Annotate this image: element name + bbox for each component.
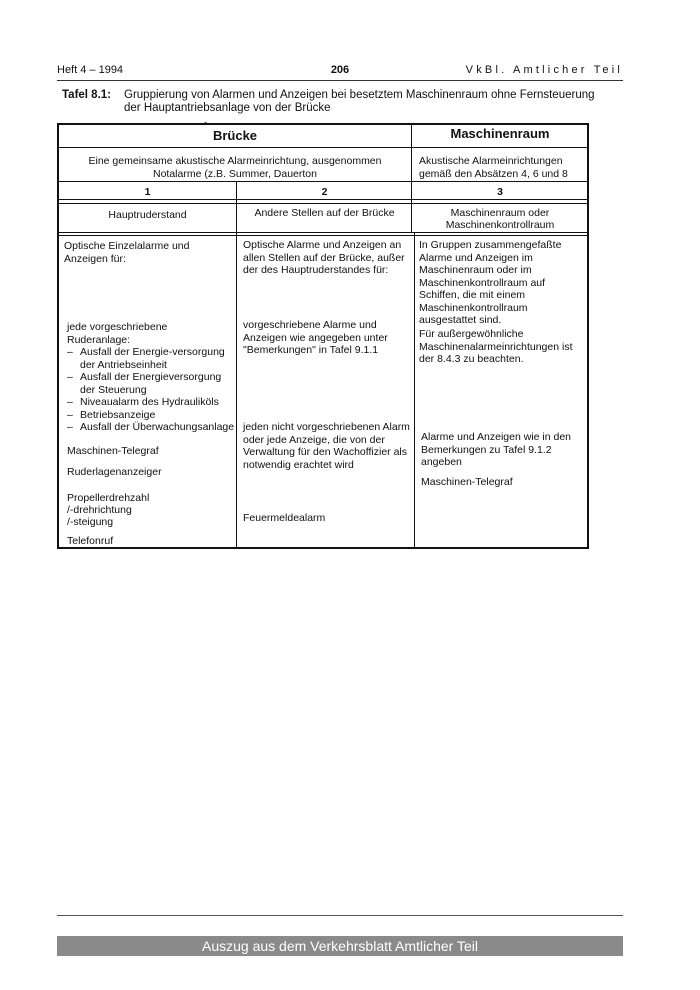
caption-label: Tafel 8.1:: [62, 89, 111, 101]
col3-as-bridge: Alarme und Anzeigen wie in den Bemerkungen zu Tafel 9.1.2 angeben: [421, 431, 572, 468]
journal-title: VkBl. Amtlicher Teil: [465, 64, 623, 76]
header-divider: [57, 80, 623, 81]
list-item: – Niveaualarm des Hydrauliköls: [67, 396, 235, 409]
footer-banner: Auszug aus dem Verkehrsblatt Amtlicher Teil: [57, 936, 623, 956]
col2-fire-alarm: Feuermeldealarm: [243, 512, 326, 524]
stray-mark: -: [204, 117, 207, 127]
list-item: – Ausfall der Überwachungsanlage: [67, 421, 235, 434]
list-item: – Ausfall der Energie-versorgung der Antriebseinheit: [67, 346, 235, 371]
engine-room-acoustic-line1: Akustische Alarmeinrichtungen: [419, 155, 563, 167]
footer-divider: [57, 915, 623, 916]
page-header: [57, 64, 623, 80]
col1-propeller-line2: /-drehrichtung: [67, 504, 132, 516]
list-item: – Betriebsanzeige: [67, 409, 235, 422]
table-divider: [236, 182, 237, 547]
issue-label: Heft 4 – 1994: [57, 64, 124, 76]
column-title-1: Hauptruderstand: [108, 209, 187, 221]
col1-propeller-line3: /-steigung: [67, 516, 114, 528]
bridge-acoustic-line2: Notalarme (z.B. Summer, Dauerton: [153, 168, 317, 180]
col1-telephone: Telefonruf: [67, 535, 114, 547]
list-item: – Ausfall der Energieversorgung der Steuerung: [67, 371, 235, 396]
alarm-table: [57, 123, 589, 549]
col1-steering-heading: jede vorgeschriebene Ruderanlage:: [67, 321, 168, 346]
column-title-3-line1: Maschinenraum oder: [450, 207, 550, 219]
col1-telegraph: Maschinen-Telegraf: [67, 445, 159, 457]
column-title-2: Andere Stellen auf der Brücke: [254, 207, 395, 219]
column-number-3: 3: [497, 186, 503, 198]
col1-intro: Optische Einzelalarme und Anzeigen für:: [64, 240, 190, 265]
table-rule: [59, 199, 587, 200]
col2-intro: Optische Alarme und Anzeigen an allen Stellen auf der Brücke, außer der des Hauptruderstandes für:: [243, 239, 405, 276]
table-rule: [59, 203, 587, 204]
col1-steering-list: [67, 346, 235, 434]
bridge-acoustic-line1: Eine gemeinsame akustische Alarmeinrichtung, ausgenommen: [88, 155, 382, 167]
table-rule: [59, 232, 587, 233]
col3-telegraph: Maschinen-Telegraf: [421, 476, 513, 488]
table-rule: [59, 235, 587, 236]
table-rule: [59, 181, 587, 182]
col1-rudder-indicator: Ruderlagenanzeiger: [67, 466, 162, 478]
col3-unusual: Für außergewöhnliche Maschinenalarmeinrichtungen ist der 8.4.3 zu beachten.: [419, 328, 573, 365]
caption-text: Gruppierung von Alarmen und Anzeigen bei besetztem Maschinenraum ohne Fernsteuerung der Hauptantriebsanlage von der Brücke: [124, 89, 595, 114]
table-rule: [59, 147, 587, 148]
column-number-1: 1: [144, 186, 151, 198]
col1-propeller-line1: Propellerdrehzahl: [67, 492, 150, 504]
col3-grouped: In Gruppen zusammengefaßte Alarme und Anzeigen im Maschinenraum oder im Maschinenkontrollraum auf Schiffen, die mit einem Maschinenkontrollraum ausgestattet sind.: [419, 239, 562, 326]
col2-prescribed: vorgeschriebene Alarme und Anzeigen wie angegeben unter "Bemerkungen" in Tafel 9.1.1: [243, 319, 388, 356]
col2-not-prescribed: jeden nicht vorgeschriebenen Alarm oder jede Anzeige, die von der Verwaltung für den Wachoffizier als notwendig erachtet wird: [243, 421, 410, 471]
column-number-2: 2: [321, 186, 328, 198]
bridge-header: Brücke: [212, 128, 258, 143]
engine-room-header: Maschinenraum: [450, 126, 550, 141]
column-title-3-line2: Maschinenkontrollraum: [445, 219, 555, 231]
page-number: 206: [330, 64, 350, 76]
table-divider: [414, 232, 415, 547]
engine-room-acoustic-line2: gemäß den Absätzen 4, 6 und 8: [419, 168, 568, 180]
